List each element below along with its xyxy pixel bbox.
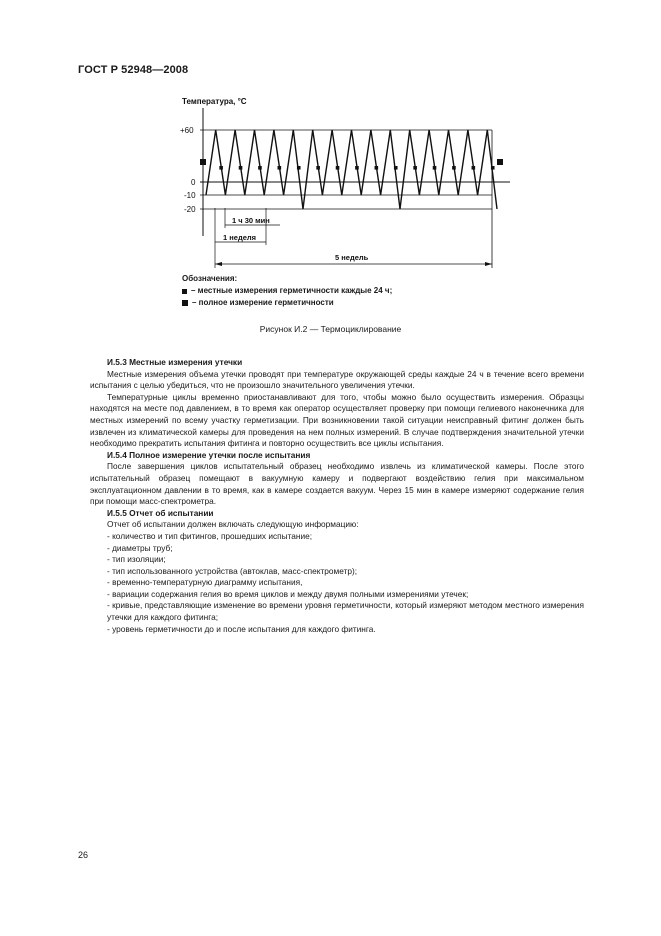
list-item: - количество и тип фитингов, прошедших испытание;	[107, 530, 313, 541]
section-title-5-4: И.5.4 Полное измерение утечки после испытания	[107, 449, 311, 460]
legend-row-full	[182, 297, 392, 309]
legend-local-text: – местные измерения герметичности каждые 24 ч;	[191, 286, 393, 295]
paragraph: Температурные циклы временно приостанавливают для того, чтобы можно было осуществить измерения. Образцы находятся на месте под давлением, в то время как оператор осуществляет проверку при помощи гелиевого наконечника для местных измерений по всему участку герметизации. При возникновении такой ситуации неисправный фитинг должен быть извлечен из климатической камеры для проведения на нем полных измерений. В случае подтверждения значительной утечки необходимо прекратить испытания фитинга и повторно осуществить все циклы испытания.	[90, 391, 584, 449]
list-item: - временно-температурную диаграмму испытания,	[107, 577, 303, 588]
legend-row-local	[182, 285, 392, 297]
dim-5weeks-arrow-right	[485, 262, 492, 266]
tick-label-minus20: -20	[184, 205, 196, 214]
figure-legend	[182, 273, 392, 309]
local-measurement-marker	[472, 166, 476, 170]
tick-label-minus10: -10	[184, 191, 196, 200]
local-measurement-marker	[297, 166, 301, 170]
dim-week-label: 1 неделя	[223, 233, 257, 242]
local-measurement-marker	[336, 166, 340, 170]
local-measurement-marker	[413, 166, 417, 170]
page-number: 26	[78, 850, 89, 860]
paragraph: Местные измерения объема утечки проводят при температуре окружающей среды каждые 24 ч в течение всего времени испытания с целью убедиться, что не произошло значительного увеличения утечки.	[90, 368, 584, 391]
temperature-waveform	[206, 130, 497, 209]
paragraph: После завершения циклов испытательный образец необходимо извлечь из климатической камеры. После этого испытательный образец помещают в вакуумную камеру и подвергают воздействию гелия при максимальном эксплуатационном давлении в то время, как в камере создается вакуум. Через 15 мин в камере измеряют содержание гелия при помощи масс-спектрометра.	[90, 461, 584, 507]
report-items-list	[90, 531, 584, 635]
section-title-5-5: И.5.5 Отчет об испытании	[107, 507, 214, 518]
paragraph: Отчет об испытании должен включать следующую информацию:	[107, 519, 359, 530]
local-measurement-marker	[239, 166, 243, 170]
small-square-icon	[182, 289, 187, 294]
list-item: - тип изоляции;	[107, 554, 166, 565]
local-measurement-marker	[452, 166, 456, 170]
local-measurement-marker	[394, 166, 398, 170]
full-measurement-marker-end	[497, 159, 503, 165]
list-item: - уровень герметичности до и после испытания для каждого фитинга.	[107, 623, 376, 634]
large-square-icon	[182, 300, 188, 306]
figure-caption: Рисунок И.2 — Термоциклирование	[259, 324, 402, 334]
list-item: - диаметры труб;	[107, 542, 173, 553]
local-measurement-marker	[375, 166, 379, 170]
full-measurement-marker-start	[200, 159, 206, 165]
dim-1h30-label: 1 ч 30 мин	[232, 216, 270, 225]
dim-5weeks-arrow-left	[215, 262, 222, 266]
section-title-5-3: И.5.3 Местные измерения утечки	[107, 357, 243, 367]
legend-full-text: – полное измерение герметичности	[192, 298, 334, 307]
local-measurement-marker	[433, 166, 437, 170]
legend-title: Обозначения:	[182, 274, 238, 283]
local-measurement-marker	[355, 166, 359, 170]
local-measurement-marker	[219, 166, 223, 170]
body-text	[90, 357, 584, 635]
tick-label-zero: 0	[191, 178, 196, 187]
list-item: - кривые, представляющие изменение во времени уровня герметичности, который измеряют методом местного измерения утечки для каждого фитинга;	[107, 600, 584, 623]
tick-label-plus60: +60	[180, 126, 194, 135]
local-measurement-marker	[258, 166, 262, 170]
local-measurement-marker	[278, 166, 282, 170]
local-measurement-marker	[316, 166, 320, 170]
local-measurement-marker	[491, 166, 495, 170]
y-axis-title: Температура, °С	[182, 97, 247, 106]
dim-5weeks-label: 5 недель	[335, 253, 369, 262]
list-item: - вариации содержания гелия во время циклов и между двумя полными измерениями утечек;	[107, 588, 469, 599]
document-header: ГОСТ Р 52948—2008	[78, 64, 189, 76]
list-item: - тип использованного устройства (автоклав, масс-спектрометр);	[107, 565, 358, 576]
